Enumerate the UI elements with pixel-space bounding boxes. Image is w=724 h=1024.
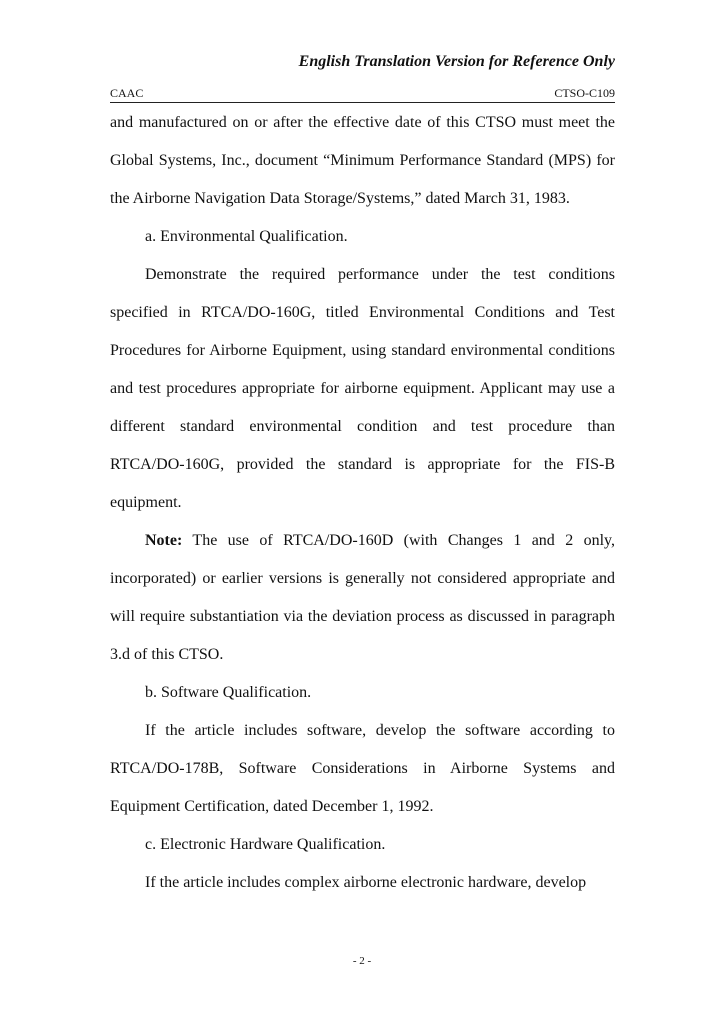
environmental-paragraph: Demonstrate the required performance under the test conditions specified in RTCA/DO-160G, titled Environmental Conditions and Test Procedures for Airborne Equipment, using standard environmental conditions and test procedures appropriate for airborne equipment. Applicant may use a different standard environmental condition and test procedure than RTCA/DO-160G, provided the standard is appropriate for the FIS-B equipment. — [110, 266, 615, 511]
hardware-paragraph: If the article includes complex airborne electronic hardware, develop — [145, 874, 587, 891]
note-text: The use of RTCA/DO-160D (with Changes 1 and 2 only, incorporated) or earlier versions is generally not considered appropriate and will require substantiation via the deviation process as discussed in paragraph 3.d of this CTSO. — [110, 532, 615, 663]
running-header — [110, 86, 615, 103]
page-number: - 2 - — [352, 955, 372, 967]
translation-banner: English Translation Version for Reference Only — [298, 53, 615, 70]
header-document-id: CTSO-C109 — [554, 86, 615, 100]
software-paragraph: If the article includes software, develop the software according to RTCA/DO-178B, Software Considerations in Airborne Systems and Equipment Certification, dated December 1, 1992. — [110, 722, 615, 815]
section-heading-environmental: a. Environmental Qualification. — [145, 228, 348, 245]
note-paragraph — [110, 522, 615, 674]
header-organization: CAAC — [110, 86, 144, 100]
continuation-paragraph: and manufactured on or after the effective date of this CTSO must meet the Global Systems, Inc., document “Minimum Performance Standard (MPS) for the Airborne Navigation Data Storage/Systems,” dated March 31, 1983. — [110, 114, 615, 207]
section-heading-hardware: c. Electronic Hardware Qualification. — [145, 836, 386, 853]
note-label: Note: — [145, 532, 183, 549]
body-text — [110, 104, 615, 902]
section-heading-software: b. Software Qualification. — [145, 684, 312, 701]
